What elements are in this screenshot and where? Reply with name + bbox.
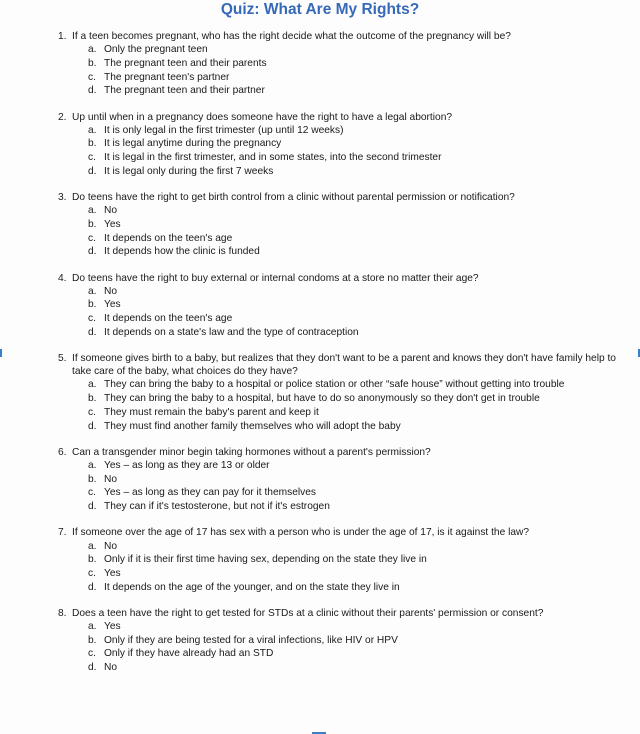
left-edge-marker <box>0 349 2 357</box>
option-text: No <box>104 285 118 297</box>
question-5 <box>58 352 618 433</box>
option-text: Only if they have already had an STD <box>104 648 274 660</box>
question-2 <box>58 111 618 179</box>
option-text: They can if it's testosterone, but not if it's estrogen <box>104 501 330 513</box>
option-letter: c. <box>88 648 96 660</box>
option-letter: a. <box>88 44 97 56</box>
question-list <box>58 30 618 687</box>
question-text: Up until when in a pregnancy does someone have the right to have a legal abortion? <box>72 111 453 123</box>
option-text: Only if it is their first time having sex, depending on the state they live in <box>104 554 427 566</box>
answer-option <box>88 647 618 661</box>
option-text: Yes <box>104 218 121 230</box>
answer-option <box>88 43 618 57</box>
option-letter: a. <box>88 621 97 633</box>
option-letter: d. <box>88 581 97 593</box>
question-number: 7. <box>58 527 67 539</box>
answer-option <box>88 553 618 567</box>
option-letter: b. <box>88 634 97 646</box>
answer-option <box>88 218 618 232</box>
answer-option <box>88 151 618 165</box>
answer-option <box>88 165 618 179</box>
answer-option <box>88 581 618 595</box>
answer-option <box>88 232 618 246</box>
answer-options <box>58 540 618 595</box>
option-letter: c. <box>88 232 96 244</box>
answer-option <box>88 473 618 487</box>
option-text: The pregnant teen and their parents <box>104 57 267 69</box>
answer-option <box>88 71 618 85</box>
answer-option <box>88 661 618 675</box>
answer-option <box>88 57 618 71</box>
answer-option <box>88 500 618 514</box>
question-number: 3. <box>58 192 67 204</box>
option-text: It is legal only during the first 7 weeks <box>104 165 274 177</box>
answer-options <box>58 620 618 675</box>
option-letter: c. <box>88 152 96 164</box>
option-letter: b. <box>88 138 97 150</box>
option-letter: c. <box>88 487 96 499</box>
option-letter: b. <box>88 57 97 69</box>
question-6 <box>58 446 618 514</box>
option-letter: d. <box>88 662 97 674</box>
answer-option <box>88 620 618 634</box>
option-text: The pregnant teen and their partner <box>104 85 265 97</box>
question-number: 4. <box>58 272 67 284</box>
option-text: Only the pregnant teen <box>104 44 208 56</box>
answer-option <box>88 567 618 581</box>
answer-option <box>88 634 618 648</box>
option-text: It depends on the teen's age <box>104 232 233 244</box>
answer-option <box>88 486 618 500</box>
option-text: It is legal anytime during the pregnancy <box>104 138 282 150</box>
option-text: They can bring the baby to a hospital or police station or other “safe house” without getting into trouble <box>104 379 565 391</box>
option-text: No <box>104 205 118 217</box>
option-text: It is only legal in the first trimester (up until 12 weeks) <box>104 124 344 136</box>
option-text: No <box>104 540 118 552</box>
option-text: Yes <box>104 299 121 311</box>
answer-option <box>88 406 618 420</box>
option-text: It is legal in the first trimester, and in some states, into the second trimester <box>104 152 442 164</box>
option-text: It depends on the age of the younger, and on the state they live in <box>104 581 400 593</box>
answer-option <box>88 137 618 151</box>
quiz-title: Quiz: What Are My Rights? <box>220 1 420 18</box>
option-letter: c. <box>88 567 96 579</box>
option-text: Only if they are being tested for a viral infections, like HIV or HPV <box>104 634 398 646</box>
option-letter: c. <box>88 313 96 325</box>
question-number: 6. <box>58 446 67 458</box>
option-letter: b. <box>88 554 97 566</box>
answer-options <box>58 378 618 433</box>
option-letter: b. <box>88 299 97 311</box>
option-text: Yes – as long as they are 13 or older <box>104 459 270 471</box>
option-text: Yes – as long as they can pay for it themselves <box>104 487 316 499</box>
answer-options <box>58 285 618 340</box>
answer-option <box>88 312 618 326</box>
option-text: No <box>104 473 118 485</box>
answer-option <box>88 392 618 406</box>
question-1 <box>58 30 618 98</box>
option-letter: d. <box>88 246 97 258</box>
answer-options <box>58 204 618 259</box>
option-text: Yes <box>104 621 121 633</box>
option-text: It depends on the teen's age <box>104 313 233 325</box>
option-text: Yes <box>104 567 121 579</box>
option-letter: a. <box>88 459 97 471</box>
question-text: If a teen becomes pregnant, who has the right decide what the outcome of the pregnancy will be? <box>72 31 511 42</box>
option-letter: a. <box>88 540 97 552</box>
option-text: They can bring the baby to a hospital, but have to do so anonymously so they don't get in trouble <box>104 393 540 405</box>
option-text: It depends how the clinic is funded <box>104 246 260 258</box>
option-letter: d. <box>88 420 97 432</box>
answer-option <box>88 204 618 218</box>
option-letter: a. <box>88 379 97 391</box>
option-letter: b. <box>88 473 97 485</box>
answer-option <box>88 245 618 259</box>
option-letter: d. <box>88 501 97 513</box>
answer-option <box>88 540 618 554</box>
option-letter: d. <box>88 165 97 177</box>
question-text: If someone gives birth to a baby, but realizes that they don't want to be a parent and knows they don't have family help to take care of the baby, what choices do they have? <box>72 353 616 378</box>
answer-option <box>88 378 618 392</box>
option-letter: b. <box>88 393 97 405</box>
option-text: No <box>104 662 118 674</box>
answer-option <box>88 285 618 299</box>
question-text: Does a teen have the right to get tested for STDs at a clinic without their parents' permission or consent? <box>72 607 544 619</box>
option-text: The pregnant teen's partner <box>104 71 230 83</box>
answer-option <box>88 84 618 98</box>
option-letter: a. <box>88 285 97 297</box>
question-3 <box>58 191 618 259</box>
option-letter: d. <box>88 326 97 338</box>
option-letter: c. <box>88 71 96 83</box>
answer-options <box>58 459 618 514</box>
question-number: 5. <box>58 353 67 365</box>
question-4 <box>58 272 618 340</box>
question-text: Can a transgender minor begin taking hormones without a parent's permission? <box>72 446 431 458</box>
option-text: They must find another family themselves who will adopt the baby <box>104 420 401 432</box>
question-text: Do teens have the right to get birth control from a clinic without parental permission or notification? <box>72 192 515 204</box>
question-text: If someone over the age of 17 has sex with a person who is under the age of 17, is it against the law? <box>72 527 530 539</box>
question-text: Do teens have the right to buy external or internal condoms at a store no matter their age? <box>72 272 479 284</box>
answer-options <box>58 43 618 98</box>
answer-option <box>88 459 618 473</box>
question-8 <box>58 607 618 675</box>
option-letter: b. <box>88 218 97 230</box>
option-letter: c. <box>88 406 96 418</box>
question-7 <box>58 526 618 594</box>
answer-option <box>88 124 618 138</box>
question-number: 2. <box>58 111 67 123</box>
option-text: They must remain the baby's parent and keep it <box>104 406 319 418</box>
question-number: 8. <box>58 607 67 619</box>
answer-option <box>88 326 618 340</box>
option-letter: d. <box>88 85 97 97</box>
answer-options <box>58 124 618 179</box>
question-number: 1. <box>58 31 67 42</box>
answer-option <box>88 298 618 312</box>
answer-option <box>88 420 618 434</box>
option-letter: a. <box>88 124 97 136</box>
option-letter: a. <box>88 205 97 217</box>
option-text: It depends on a state's law and the type of contraception <box>104 326 359 338</box>
